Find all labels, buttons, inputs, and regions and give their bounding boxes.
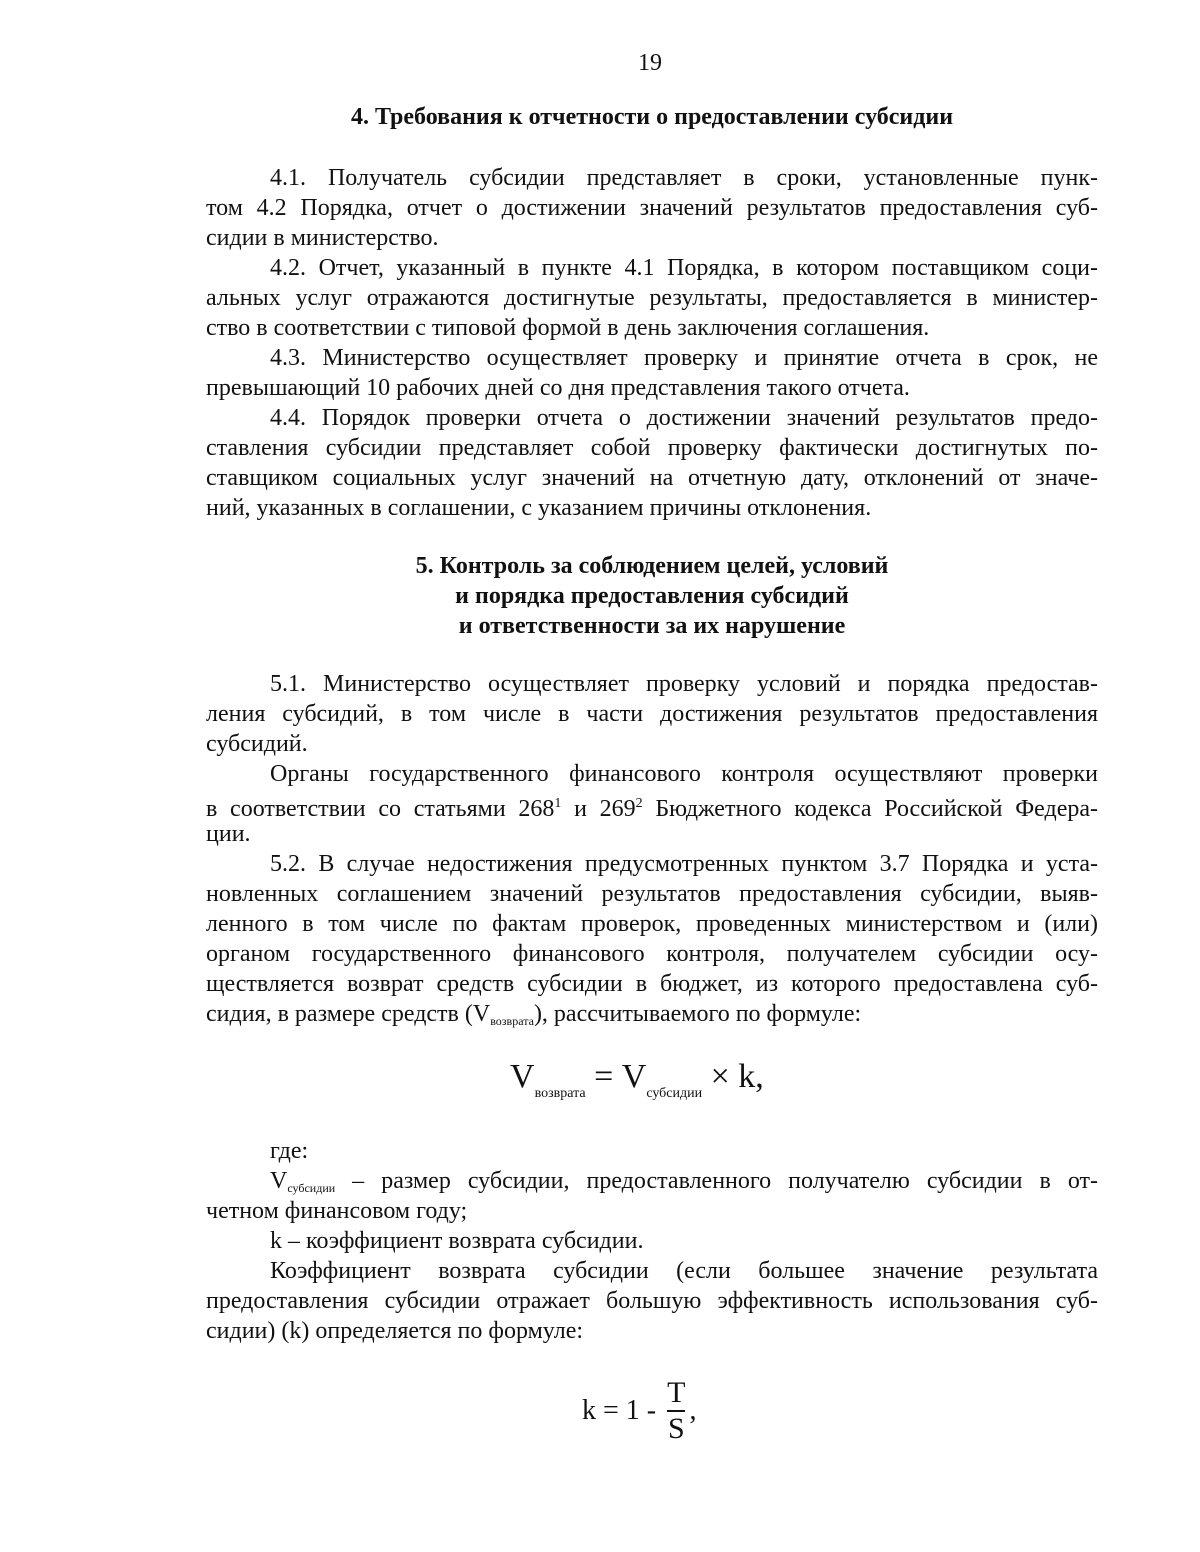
section-5-title-line: и порядка предоставления субсидий bbox=[455, 583, 849, 609]
vsub-definition-text: – размер субсидии, предоставленного получателю субсидии в от- bbox=[335, 1168, 1098, 1194]
organs-paragraph-line: ции. bbox=[206, 821, 251, 847]
organs-paragraph-line bbox=[206, 789, 1098, 824]
section-4-title: 4. Требования к отчетности о предоставлении субсидии bbox=[350, 104, 954, 130]
paragraph-4-4-line: ставления субсидии представляет собой проверку фактически достигнутых по- bbox=[206, 435, 1098, 461]
coefficient-paragraph-line: предоставления субсидии отражает большую эффективность использования суб- bbox=[206, 1288, 1098, 1314]
return-formula bbox=[510, 1058, 764, 1102]
formula-v-symbol: V bbox=[621, 1058, 647, 1095]
formula-comma: , bbox=[689, 1395, 697, 1426]
coefficient-formula bbox=[582, 1376, 696, 1446]
formula-subscript-vozvrata: возврата bbox=[534, 1086, 586, 1101]
paragraph-5-2-text: сидия, в размере средств (V bbox=[206, 1001, 491, 1027]
coefficient-paragraph-line: сидии) (k) определяется по формуле: bbox=[206, 1318, 584, 1344]
vsub-definition-line: четном финансовом году; bbox=[206, 1198, 468, 1224]
organs-text: в соответствии со статьями 268 bbox=[206, 796, 555, 822]
paragraph-4-3-line: превышающий 10 рабочих дней со дня представления такого отчета. bbox=[206, 375, 910, 401]
subscript-vozvrata: возврата bbox=[490, 1014, 534, 1028]
paragraph-4-1-line: 4.1. Получатель субсидии представляет в сроки, установленные пунк- bbox=[270, 165, 1098, 191]
paragraph-5-2-line: органом государственного финансового контроля, получателем субсидии осу- bbox=[206, 941, 1098, 967]
formula-v-symbol: V bbox=[510, 1058, 535, 1095]
paragraph-5-2-line: ленного в том числе по фактам проверок, проведенных министерством и (или) bbox=[206, 911, 1098, 937]
paragraph-5-2-line: ществляется возврат средств субсидии в бюджет, из которого предоставлена суб- bbox=[206, 971, 1098, 997]
v-symbol: V bbox=[270, 1168, 288, 1194]
organs-text: Бюджетного кодекса Российской Федера- bbox=[642, 796, 1098, 822]
fraction-numerator: T bbox=[667, 1376, 686, 1409]
paragraph-5-1-line: ления субсидий, в том числе в части достижения результатов предоставления bbox=[206, 701, 1098, 727]
paragraph-5-2-line bbox=[206, 999, 861, 1036]
paragraph-4-1-line: сидии в министерство. bbox=[206, 225, 439, 251]
paragraph-5-1-line: 5.1. Министерство осуществляет проверку условий и порядка предостав- bbox=[270, 671, 1098, 697]
superscript-2: 2 bbox=[635, 796, 643, 811]
fraction-denominator: S bbox=[667, 1412, 685, 1445]
page-number: 19 bbox=[638, 50, 662, 76]
paragraph-5-2-line: новленных соглашением значений результатов предоставления субсидии, выяв- bbox=[206, 881, 1098, 907]
formula-equals: = bbox=[594, 1058, 614, 1095]
k-definition: k – коэффициент возврата субсидии. bbox=[270, 1228, 644, 1254]
formula-subscript-subsidii: субсидии bbox=[646, 1086, 703, 1101]
subscript-subsidii: субсидии bbox=[287, 1181, 336, 1195]
paragraph-4-4-line: ний, указанных в соглашении, с указанием причины отклонения. bbox=[206, 495, 872, 521]
organs-text: и 269 bbox=[561, 796, 636, 822]
organs-paragraph-line: Органы государственного финансового контроля осуществляют проверки bbox=[270, 761, 1098, 787]
coefficient-paragraph-line: Коэффициент возврата субсидии (если большее значение результата bbox=[270, 1258, 1098, 1284]
paragraph-4-4-line: 4.4. Порядок проверки отчета о достижении значений результатов предо- bbox=[270, 405, 1098, 431]
where-label: где: bbox=[270, 1138, 309, 1164]
paragraph-4-2-line: альных услуг отражаются достигнутые результаты, предоставляется в министер- bbox=[206, 285, 1098, 311]
paragraph-5-2-text: ), рассчитываемого по формуле: bbox=[533, 1001, 862, 1027]
superscript-1: 1 bbox=[554, 796, 562, 811]
paragraph-4-4-line: ставщиком социальных услуг значений на отчетную дату, отклонений от значе- bbox=[206, 465, 1098, 491]
section-5-title-line: 5. Контроль за соблюдением целей, условий bbox=[415, 553, 889, 579]
formula-tail: × k, bbox=[710, 1058, 764, 1095]
paragraph-4-1-line: том 4.2 Порядка, отчет о достижении значений результатов предоставления суб- bbox=[206, 195, 1098, 221]
paragraph-4-2-line: 4.2. Отчет, указанный в пункте 4.1 Порядка, в котором поставщиком соци- bbox=[270, 255, 1098, 281]
paragraph-5-1-line: субсидий. bbox=[206, 731, 308, 757]
fraction-t-over-s bbox=[667, 1376, 685, 1446]
paragraph-5-2-line: 5.2. В случае недостижения предусмотренных пунктом 3.7 Порядка и уста- bbox=[270, 851, 1098, 877]
formula-k-lhs: k = 1 - bbox=[582, 1395, 657, 1426]
section-5-title-line: и ответственности за их нарушение bbox=[458, 613, 846, 639]
paragraph-4-3-line: 4.3. Министерство осуществляет проверку и принятие отчета в срок, не bbox=[270, 345, 1098, 371]
paragraph-4-2-line: ство в соответствии с типовой формой в день заключения соглашения. bbox=[206, 315, 930, 341]
